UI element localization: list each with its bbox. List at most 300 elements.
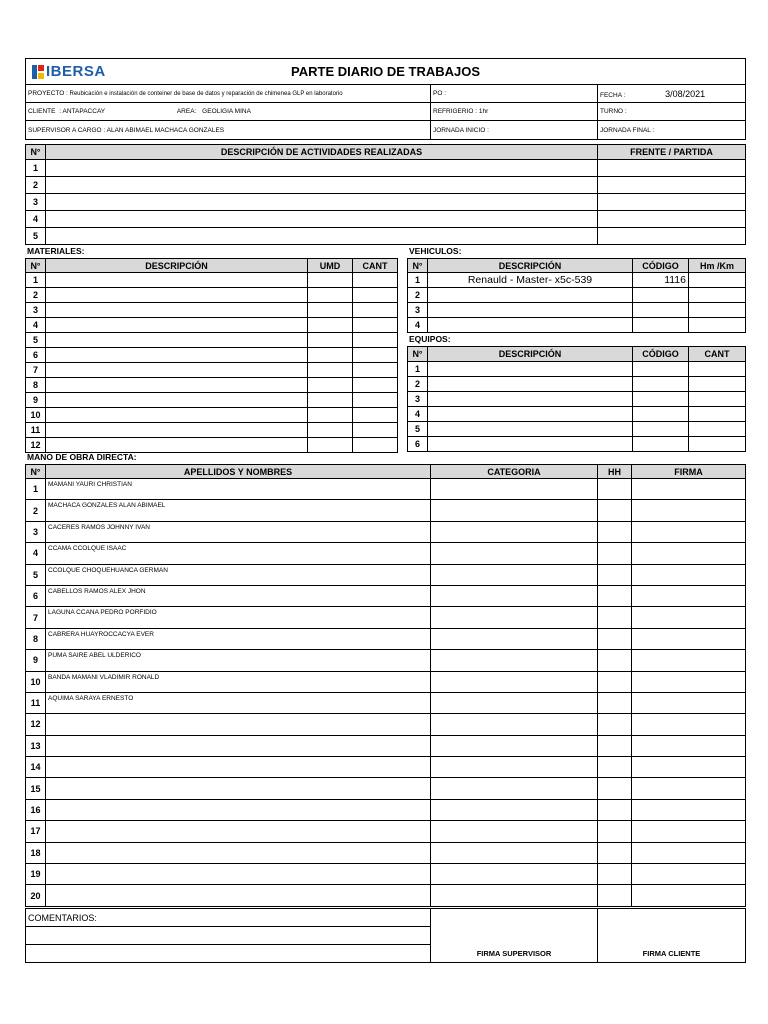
materiales-row [26, 333, 398, 348]
equipos-cant-cell [689, 392, 746, 407]
materiales-row-number: 3 [26, 303, 46, 318]
mano-obra-firma-cell [632, 757, 746, 778]
mano-obra-name-cell: PUMA SAIRE ABEL ULDERICO [46, 650, 431, 671]
equipos-table [407, 346, 746, 452]
actividad-frente-cell [598, 160, 746, 177]
materiales-row [26, 348, 398, 363]
mano-obra-hh-cell [598, 692, 632, 713]
mano-obra-categoria-cell [431, 757, 598, 778]
mano-obra-categoria-cell [431, 778, 598, 799]
supervisor-cell [26, 121, 431, 140]
mano-obra-row [26, 479, 746, 500]
proyecto-value: : Reubicación e instalación de conteiner de base de datos y reparación de chimenea GLP en laboratorio [66, 91, 343, 97]
materiales-col-cant: CANT [353, 259, 398, 273]
materiales-desc-cell [46, 273, 308, 288]
mano-obra-hh-cell [598, 885, 632, 906]
mano-obra-name-cell [46, 799, 431, 820]
mano-obra-hh-cell [598, 842, 632, 863]
comentarios-line [26, 945, 431, 963]
materiales-desc-cell [46, 348, 308, 363]
fecha-value: 3/08/2021 [665, 88, 706, 99]
mano-obra-row-number: 6 [26, 585, 46, 606]
page-title: PARTE DIARIO DE TRABAJOS [291, 64, 481, 79]
mano-obra-row [26, 714, 746, 735]
equipos-col-n: N° [408, 347, 428, 362]
mano-obra-firma-cell [632, 671, 746, 692]
mano-obra-name-cell: CCAMA CCOLQUE ISAAC [46, 543, 431, 564]
materiales-cant-cell [353, 423, 398, 438]
mano-obra-categoria-cell [431, 585, 598, 606]
equipos-codigo-cell [633, 392, 689, 407]
actividad-desc-cell [46, 211, 598, 228]
mano-obra-row [26, 778, 746, 799]
vehiculos-hm-cell [689, 273, 746, 288]
vehiculos-desc-cell [428, 303, 633, 318]
materiales-desc-cell [46, 378, 308, 393]
materiales-col-desc: DESCRIPCIÓN [46, 259, 308, 273]
materiales-col-umd: UMD [308, 259, 353, 273]
proyecto-label: PROYECTO [28, 90, 65, 97]
materiales-title: MATERIALES: [27, 246, 85, 256]
mano-obra-hh-cell [598, 864, 632, 885]
equipos-cant-cell [689, 377, 746, 392]
mano-obra-col-hh: HH [598, 465, 632, 479]
mano-obra-hh-cell [598, 521, 632, 542]
mano-obra-name-cell [46, 778, 431, 799]
mano-obra-name-cell [46, 714, 431, 735]
mano-obra-name-cell [46, 821, 431, 842]
mano-obra-row [26, 543, 746, 564]
actividad-frente-cell [598, 228, 746, 245]
mano-obra-firma-cell [632, 864, 746, 885]
mano-obra-categoria-cell [431, 479, 598, 500]
mano-obra-name-cell: MAMANI YAURI CHRISTIAN [46, 479, 431, 500]
materiales-row-number: 1 [26, 273, 46, 288]
fecha-label: FECHA : [600, 91, 626, 99]
mano-obra-row-number: 9 [26, 650, 46, 671]
cliente-cell [26, 103, 431, 121]
materiales-row-number: 4 [26, 318, 46, 333]
materiales-umd-cell [308, 378, 353, 393]
mano-obra-row-number: 7 [26, 607, 46, 628]
materiales-desc-cell [46, 393, 308, 408]
firma-supervisor-cell [431, 909, 598, 963]
materiales-row-number: 10 [26, 408, 46, 423]
vehiculos-hm-cell [689, 288, 746, 303]
equipos-desc-cell [428, 362, 633, 377]
mano-obra-firma-cell [632, 778, 746, 799]
mano-obra-hh-cell [598, 628, 632, 649]
materiales-umd-cell [308, 333, 353, 348]
actividad-row-number: 2 [26, 177, 46, 194]
mano-obra-hh-cell [598, 543, 632, 564]
mano-obra-name-cell: CACERES RAMOS JOHNNY IVAN [46, 521, 431, 542]
equipos-row [408, 392, 746, 407]
actividad-row-number: 1 [26, 160, 46, 177]
jornada-inicio-label: JORNADA INICIO : [433, 126, 489, 134]
materiales-row [26, 423, 398, 438]
mano-obra-firma-cell [632, 585, 746, 606]
equipos-col-codigo: CÓDIGO [633, 347, 689, 362]
mano-obra-categoria-cell [431, 885, 598, 906]
mano-obra-categoria-cell [431, 671, 598, 692]
title-cell [26, 59, 746, 85]
materiales-row [26, 378, 398, 393]
materiales-cant-cell [353, 378, 398, 393]
equipos-row-number: 6 [408, 437, 428, 452]
actividades-table [25, 144, 746, 245]
mano-obra-col-categoria: CATEGORIA [431, 465, 598, 479]
materiales-row-number: 11 [26, 423, 46, 438]
mano-obra-name-cell [46, 842, 431, 863]
fecha-cell [598, 85, 746, 103]
mano-obra-row-number: 10 [26, 671, 46, 692]
vehiculos-row-number: 1 [408, 273, 428, 288]
mano-obra-firma-cell [632, 821, 746, 842]
mano-obra-firma-cell [632, 799, 746, 820]
mano-obra-row-number: 14 [26, 757, 46, 778]
mano-obra-row-number: 20 [26, 885, 46, 906]
materiales-umd-cell [308, 273, 353, 288]
mano-obra-row [26, 500, 746, 521]
mano-obra-row-number: 18 [26, 842, 46, 863]
vehiculos-col-hm: Hm /Km [689, 259, 746, 273]
materiales-desc-cell [46, 333, 308, 348]
materiales-desc-cell [46, 303, 308, 318]
mano-obra-firma-cell [632, 885, 746, 906]
materiales-table [25, 258, 398, 453]
mano-obra-firma-cell [632, 500, 746, 521]
equipos-cant-cell [689, 407, 746, 422]
equipos-row [408, 407, 746, 422]
mano-obra-categoria-cell [431, 564, 598, 585]
materiales-cant-cell [353, 333, 398, 348]
mano-obra-row [26, 735, 746, 756]
equipos-col-desc: DESCRIPCIÓN [428, 347, 633, 362]
area-value: GEOLIGIA MINA [202, 108, 251, 115]
materiales-desc-cell [46, 318, 308, 333]
turno-label: TURNO : [600, 108, 627, 115]
materiales-row [26, 288, 398, 303]
mano-obra-table [25, 464, 746, 907]
mano-obra-row [26, 521, 746, 542]
vehiculos-codigo-cell: 1116 [633, 273, 689, 288]
mano-obra-categoria-cell [431, 500, 598, 521]
materiales-desc-cell [46, 288, 308, 303]
materiales-umd-cell [308, 423, 353, 438]
mano-obra-row-number: 12 [26, 714, 46, 735]
vehiculos-desc-cell [428, 288, 633, 303]
firma-cliente-cell [598, 909, 746, 963]
actividad-row-number: 4 [26, 211, 46, 228]
mano-obra-categoria-cell [431, 735, 598, 756]
materiales-row [26, 303, 398, 318]
firma-cliente-label: FIRMA CLIENTE [642, 949, 701, 958]
mano-obra-name-cell: CABRERA HUAYROCCACYA EVER [46, 628, 431, 649]
mano-obra-row-number: 8 [26, 628, 46, 649]
mano-obra-name-cell [46, 735, 431, 756]
comentarios-cell [26, 909, 431, 927]
materiales-row-number: 9 [26, 393, 46, 408]
materiales-row-number: 5 [26, 333, 46, 348]
mano-obra-hh-cell [598, 671, 632, 692]
footer-table [25, 908, 746, 963]
jornada-final-cell [598, 121, 746, 140]
equipos-desc-cell [428, 422, 633, 437]
vehiculos-col-desc: DESCRIPCIÓN [428, 259, 633, 273]
equipos-desc-cell [428, 437, 633, 452]
mano-obra-categoria-cell [431, 692, 598, 713]
equipos-row-number: 1 [408, 362, 428, 377]
materiales-umd-cell [308, 288, 353, 303]
mano-obra-row [26, 842, 746, 863]
mano-obra-row-number: 13 [26, 735, 46, 756]
vehiculos-hm-cell [689, 318, 746, 333]
materiales-desc-cell [46, 408, 308, 423]
mano-obra-row-number: 17 [26, 821, 46, 842]
mano-obra-categoria-cell [431, 521, 598, 542]
vehiculos-row-number: 3 [408, 303, 428, 318]
mano-obra-row-number: 2 [26, 500, 46, 521]
materiales-umd-cell [308, 318, 353, 333]
actividad-desc-cell [46, 194, 598, 211]
materiales-cant-cell [353, 348, 398, 363]
materiales-row-number: 7 [26, 363, 46, 378]
vehiculos-col-n: N° [408, 259, 428, 273]
mano-obra-hh-cell [598, 757, 632, 778]
materiales-umd-cell [308, 363, 353, 378]
mano-obra-categoria-cell [431, 607, 598, 628]
refrigerio-text: REFRIGERIO : 1hr [433, 108, 489, 115]
equipos-codigo-cell [633, 362, 689, 377]
actividades-col-frente: FRENTE / PARTIDA [598, 145, 746, 160]
supervisor-text: SUPERVISOR A CARGO : ALAN ABIMAEL MACHACA GONZALES [28, 126, 225, 134]
vehiculos-row [408, 273, 746, 288]
mano-obra-row-number: 19 [26, 864, 46, 885]
mano-obra-row-number: 1 [26, 479, 46, 500]
vehiculos-codigo-cell [633, 288, 689, 303]
equipos-desc-cell [428, 392, 633, 407]
materiales-row [26, 273, 398, 288]
equipos-codigo-cell [633, 437, 689, 452]
mano-obra-hh-cell [598, 585, 632, 606]
mano-obra-hh-cell [598, 821, 632, 842]
mano-obra-name-cell: BANDA MAMANI VLADIMIR RONALD [46, 671, 431, 692]
equipos-cant-cell [689, 422, 746, 437]
materiales-col-n: N° [26, 259, 46, 273]
comentarios-label: COMENTARIOS: [28, 912, 97, 923]
equipos-row [408, 422, 746, 437]
mano-obra-row [26, 885, 746, 906]
materiales-cant-cell [353, 363, 398, 378]
refrigerio-cell [431, 103, 598, 121]
mano-obra-row-number: 3 [26, 521, 46, 542]
materiales-cant-cell [353, 273, 398, 288]
materiales-row [26, 393, 398, 408]
company-logo [32, 63, 106, 80]
turno-cell [598, 103, 746, 121]
materiales-row-number: 12 [26, 438, 46, 453]
mano-obra-name-cell [46, 864, 431, 885]
vehiculos-row-number: 2 [408, 288, 428, 303]
vehiculos-codigo-cell [633, 303, 689, 318]
materiales-umd-cell [308, 348, 353, 363]
equipos-row [408, 377, 746, 392]
mano-obra-firma-cell [632, 650, 746, 671]
mano-obra-firma-cell [632, 521, 746, 542]
vehiculos-desc-cell [428, 318, 633, 333]
materiales-cant-cell [353, 408, 398, 423]
materiales-row-number: 6 [26, 348, 46, 363]
equipos-desc-cell [428, 377, 633, 392]
mano-obra-name-cell: LAGUNA CCANA PEDRO PORFIDIO [46, 607, 431, 628]
actividad-desc-cell [46, 228, 598, 245]
mano-obra-hh-cell [598, 778, 632, 799]
materiales-umd-cell [308, 393, 353, 408]
actividad-frente-cell [598, 211, 746, 228]
vehiculos-row-number: 4 [408, 318, 428, 333]
vehiculos-codigo-cell [633, 318, 689, 333]
mano-obra-row-number: 15 [26, 778, 46, 799]
mano-obra-categoria-cell [431, 714, 598, 735]
mano-obra-col-firma: FIRMA [632, 465, 746, 479]
materiales-desc-cell [46, 363, 308, 378]
equipos-row-number: 5 [408, 422, 428, 437]
mano-obra-name-cell: CABELLOS RAMOS ALEX JHON [46, 585, 431, 606]
mano-obra-firma-cell [632, 607, 746, 628]
actividad-row-number: 5 [26, 228, 46, 245]
mano-obra-name-cell [46, 885, 431, 906]
header-table [25, 58, 746, 140]
actividad-frente-cell [598, 194, 746, 211]
materiales-row [26, 408, 398, 423]
equipos-codigo-cell [633, 422, 689, 437]
mano-obra-row [26, 628, 746, 649]
mano-obra-hh-cell [598, 564, 632, 585]
mano-obra-row [26, 607, 746, 628]
actividad-row-number: 3 [26, 194, 46, 211]
equipos-desc-cell [428, 407, 633, 422]
equipos-codigo-cell [633, 407, 689, 422]
logo-mark-icon [32, 65, 44, 79]
mano-obra-firma-cell [632, 628, 746, 649]
cliente-value: : ANTAPACCAY [59, 108, 106, 115]
mano-obra-row [26, 564, 746, 585]
mano-obra-hh-cell [598, 799, 632, 820]
mano-obra-row [26, 692, 746, 713]
mano-obra-categoria-cell [431, 628, 598, 649]
vehiculos-title: VEHICULOS: [409, 246, 462, 256]
equipos-col-cant: CANT [689, 347, 746, 362]
jornada-inicio-cell [431, 121, 598, 140]
mano-obra-row [26, 821, 746, 842]
mano-obra-name-cell: MACHACA GONZALES ALAN ABIMAEL [46, 500, 431, 521]
mano-obra-row [26, 671, 746, 692]
mano-obra-name-cell: CCOLQUE CHOQUEHUANCA GERMAN [46, 564, 431, 585]
mano-obra-hh-cell [598, 479, 632, 500]
materiales-row-number: 2 [26, 288, 46, 303]
materiales-row [26, 363, 398, 378]
cliente-label: CLIENTE [28, 108, 56, 115]
mano-obra-row [26, 799, 746, 820]
materiales-desc-cell [46, 423, 308, 438]
po-label: PO : [433, 90, 447, 97]
equipos-row-number: 2 [408, 377, 428, 392]
materiales-desc-cell [46, 438, 308, 453]
proyecto-cell [26, 85, 431, 103]
actividades-col-desc: DESCRIPCIÓN DE ACTIVIDADES REALIZADAS [46, 145, 598, 160]
mano-obra-hh-cell [598, 607, 632, 628]
po-cell [431, 85, 598, 103]
equipos-title: EQUIPOS: [409, 334, 451, 344]
mano-obra-row-number: 5 [26, 564, 46, 585]
mano-obra-categoria-cell [431, 543, 598, 564]
mano-obra-categoria-cell [431, 864, 598, 885]
mano-obra-row-number: 16 [26, 799, 46, 820]
mano-obra-name-cell: AQUIMA SARAYA ERNESTO [46, 692, 431, 713]
mano-obra-name-cell [46, 757, 431, 778]
materiales-cant-cell [353, 438, 398, 453]
materiales-umd-cell [308, 303, 353, 318]
equipos-row [408, 437, 746, 452]
materiales-cant-cell [353, 288, 398, 303]
mano-obra-firma-cell [632, 735, 746, 756]
firma-supervisor-label: FIRMA SUPERVISOR [476, 949, 552, 958]
equipos-row [408, 362, 746, 377]
materiales-umd-cell [308, 438, 353, 453]
mano-obra-title: MANO DE OBRA DIRECTA: [27, 452, 137, 462]
equipos-cant-cell [689, 362, 746, 377]
mano-obra-row [26, 585, 746, 606]
actividad-desc-cell [46, 177, 598, 194]
mano-obra-firma-cell [632, 692, 746, 713]
actividad-desc-cell [46, 160, 598, 177]
mano-obra-categoria-cell [431, 842, 598, 863]
mano-obra-row-number: 11 [26, 692, 46, 713]
equipos-row-number: 4 [408, 407, 428, 422]
mano-obra-hh-cell [598, 714, 632, 735]
equipos-codigo-cell [633, 377, 689, 392]
mano-obra-hh-cell [598, 500, 632, 521]
vehiculos-row [408, 318, 746, 333]
equipos-cant-cell [689, 437, 746, 452]
mano-obra-firma-cell [632, 479, 746, 500]
mano-obra-col-nombres: APELLIDOS Y NOMBRES [46, 465, 431, 479]
materiales-cant-cell [353, 393, 398, 408]
materiales-row [26, 318, 398, 333]
vehiculos-table [407, 258, 746, 333]
mano-obra-categoria-cell [431, 650, 598, 671]
mano-obra-row [26, 650, 746, 671]
mano-obra-hh-cell [598, 735, 632, 756]
mano-obra-categoria-cell [431, 821, 598, 842]
materiales-row [26, 438, 398, 453]
mano-obra-row [26, 864, 746, 885]
mano-obra-firma-cell [632, 842, 746, 863]
mano-obra-firma-cell [632, 714, 746, 735]
actividad-frente-cell [598, 177, 746, 194]
jornada-final-label: JORNADA FINAL : [600, 126, 655, 134]
actividades-col-n: N° [26, 145, 46, 160]
vehiculos-desc-cell: Renauld - Master- x5c-539 [428, 273, 633, 288]
mano-obra-row [26, 757, 746, 778]
area-label: AREA: [176, 108, 197, 115]
mano-obra-row-number: 4 [26, 543, 46, 564]
vehiculos-hm-cell [689, 303, 746, 318]
vehiculos-row [408, 303, 746, 318]
materiales-cant-cell [353, 318, 398, 333]
vehiculos-col-codigo: CÓDIGO [633, 259, 689, 273]
